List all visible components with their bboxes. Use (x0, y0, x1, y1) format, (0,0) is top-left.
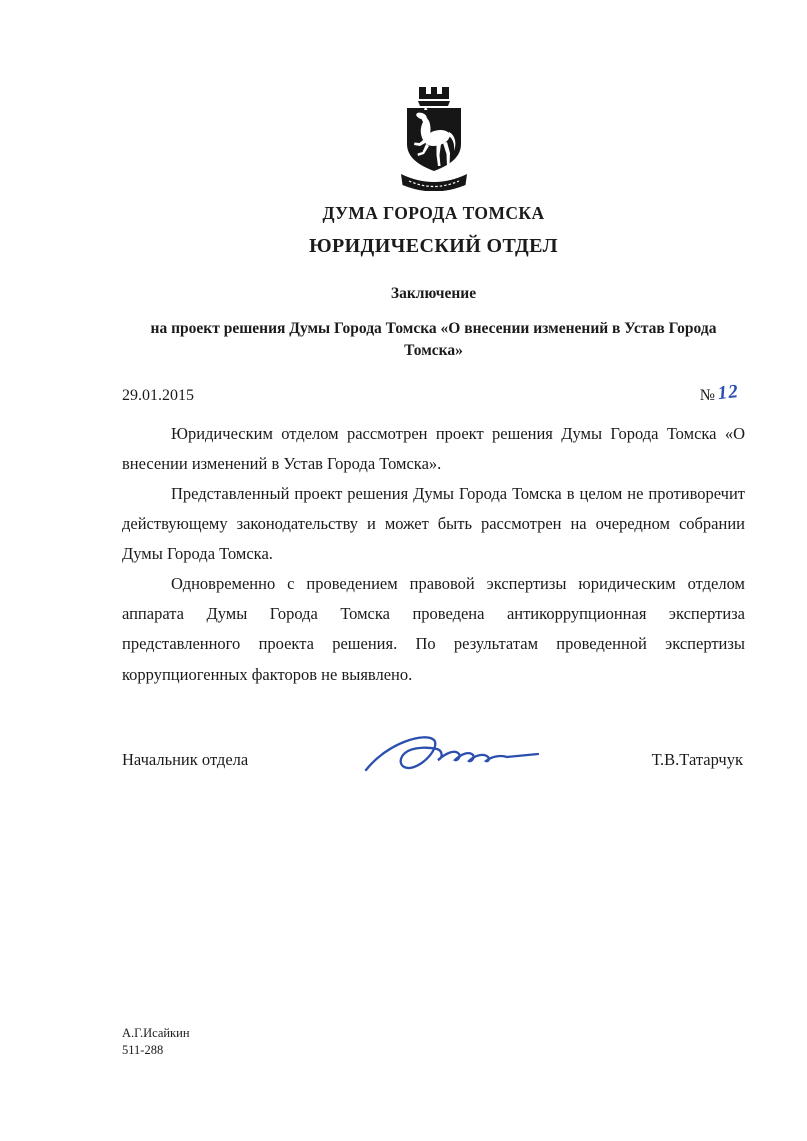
body-paragraph-1: Юридическим отделом рассмотрен проект решения Думы Города Томска «О внесении изменений в Устав Города Томска». (122, 424, 745, 474)
handwritten-number: 12 (716, 381, 740, 405)
handwritten-signature (358, 726, 548, 787)
document-date: 29.01.2015 (122, 387, 194, 405)
executor-block (122, 1025, 190, 1059)
document-subject: на проект решения Думы Города Томска «О внесении изменений в Устав Города Томска» (150, 320, 717, 359)
organization-name: ДУМА ГОРОДА ТОМСКА (322, 203, 545, 223)
signatory-position: Начальник отдела (122, 749, 249, 769)
signature-block (122, 740, 745, 784)
tomsk-coat-of-arms (122, 86, 745, 191)
department-name: ЮРИДИЧЕСКИЙ ОТДЕЛ (309, 235, 558, 257)
body-paragraph-2: Представленный проект решения Думы Города Томска в целом не противоречит действующему законодательству и может быть рассмотрен на очередном собрании Думы Города Томска. (122, 484, 745, 564)
executor-phone: 511-288 (122, 1043, 164, 1058)
number-sign: № (699, 387, 715, 405)
signatory-name: Т.В.Татарчук (651, 749, 743, 769)
executor-name: А.Г.Исайкин (122, 1026, 190, 1041)
body-paragraph-3: Одновременно с проведением правовой экспертизы юридическим отделом аппарата Думы Города Томска проведена антикоррупционная экспертиза представленного проекта решения. По результатам проведенной экспертизы коррупциогенных факторов не выявлено. (122, 574, 745, 684)
meta-row (122, 381, 745, 406)
document-number (699, 381, 740, 406)
document-content (122, 0, 745, 784)
document-type-heading: Заключение (390, 285, 477, 302)
signature-ink-icon (358, 726, 548, 782)
document-body (122, 419, 745, 689)
coat-of-arms-icon (399, 86, 469, 191)
